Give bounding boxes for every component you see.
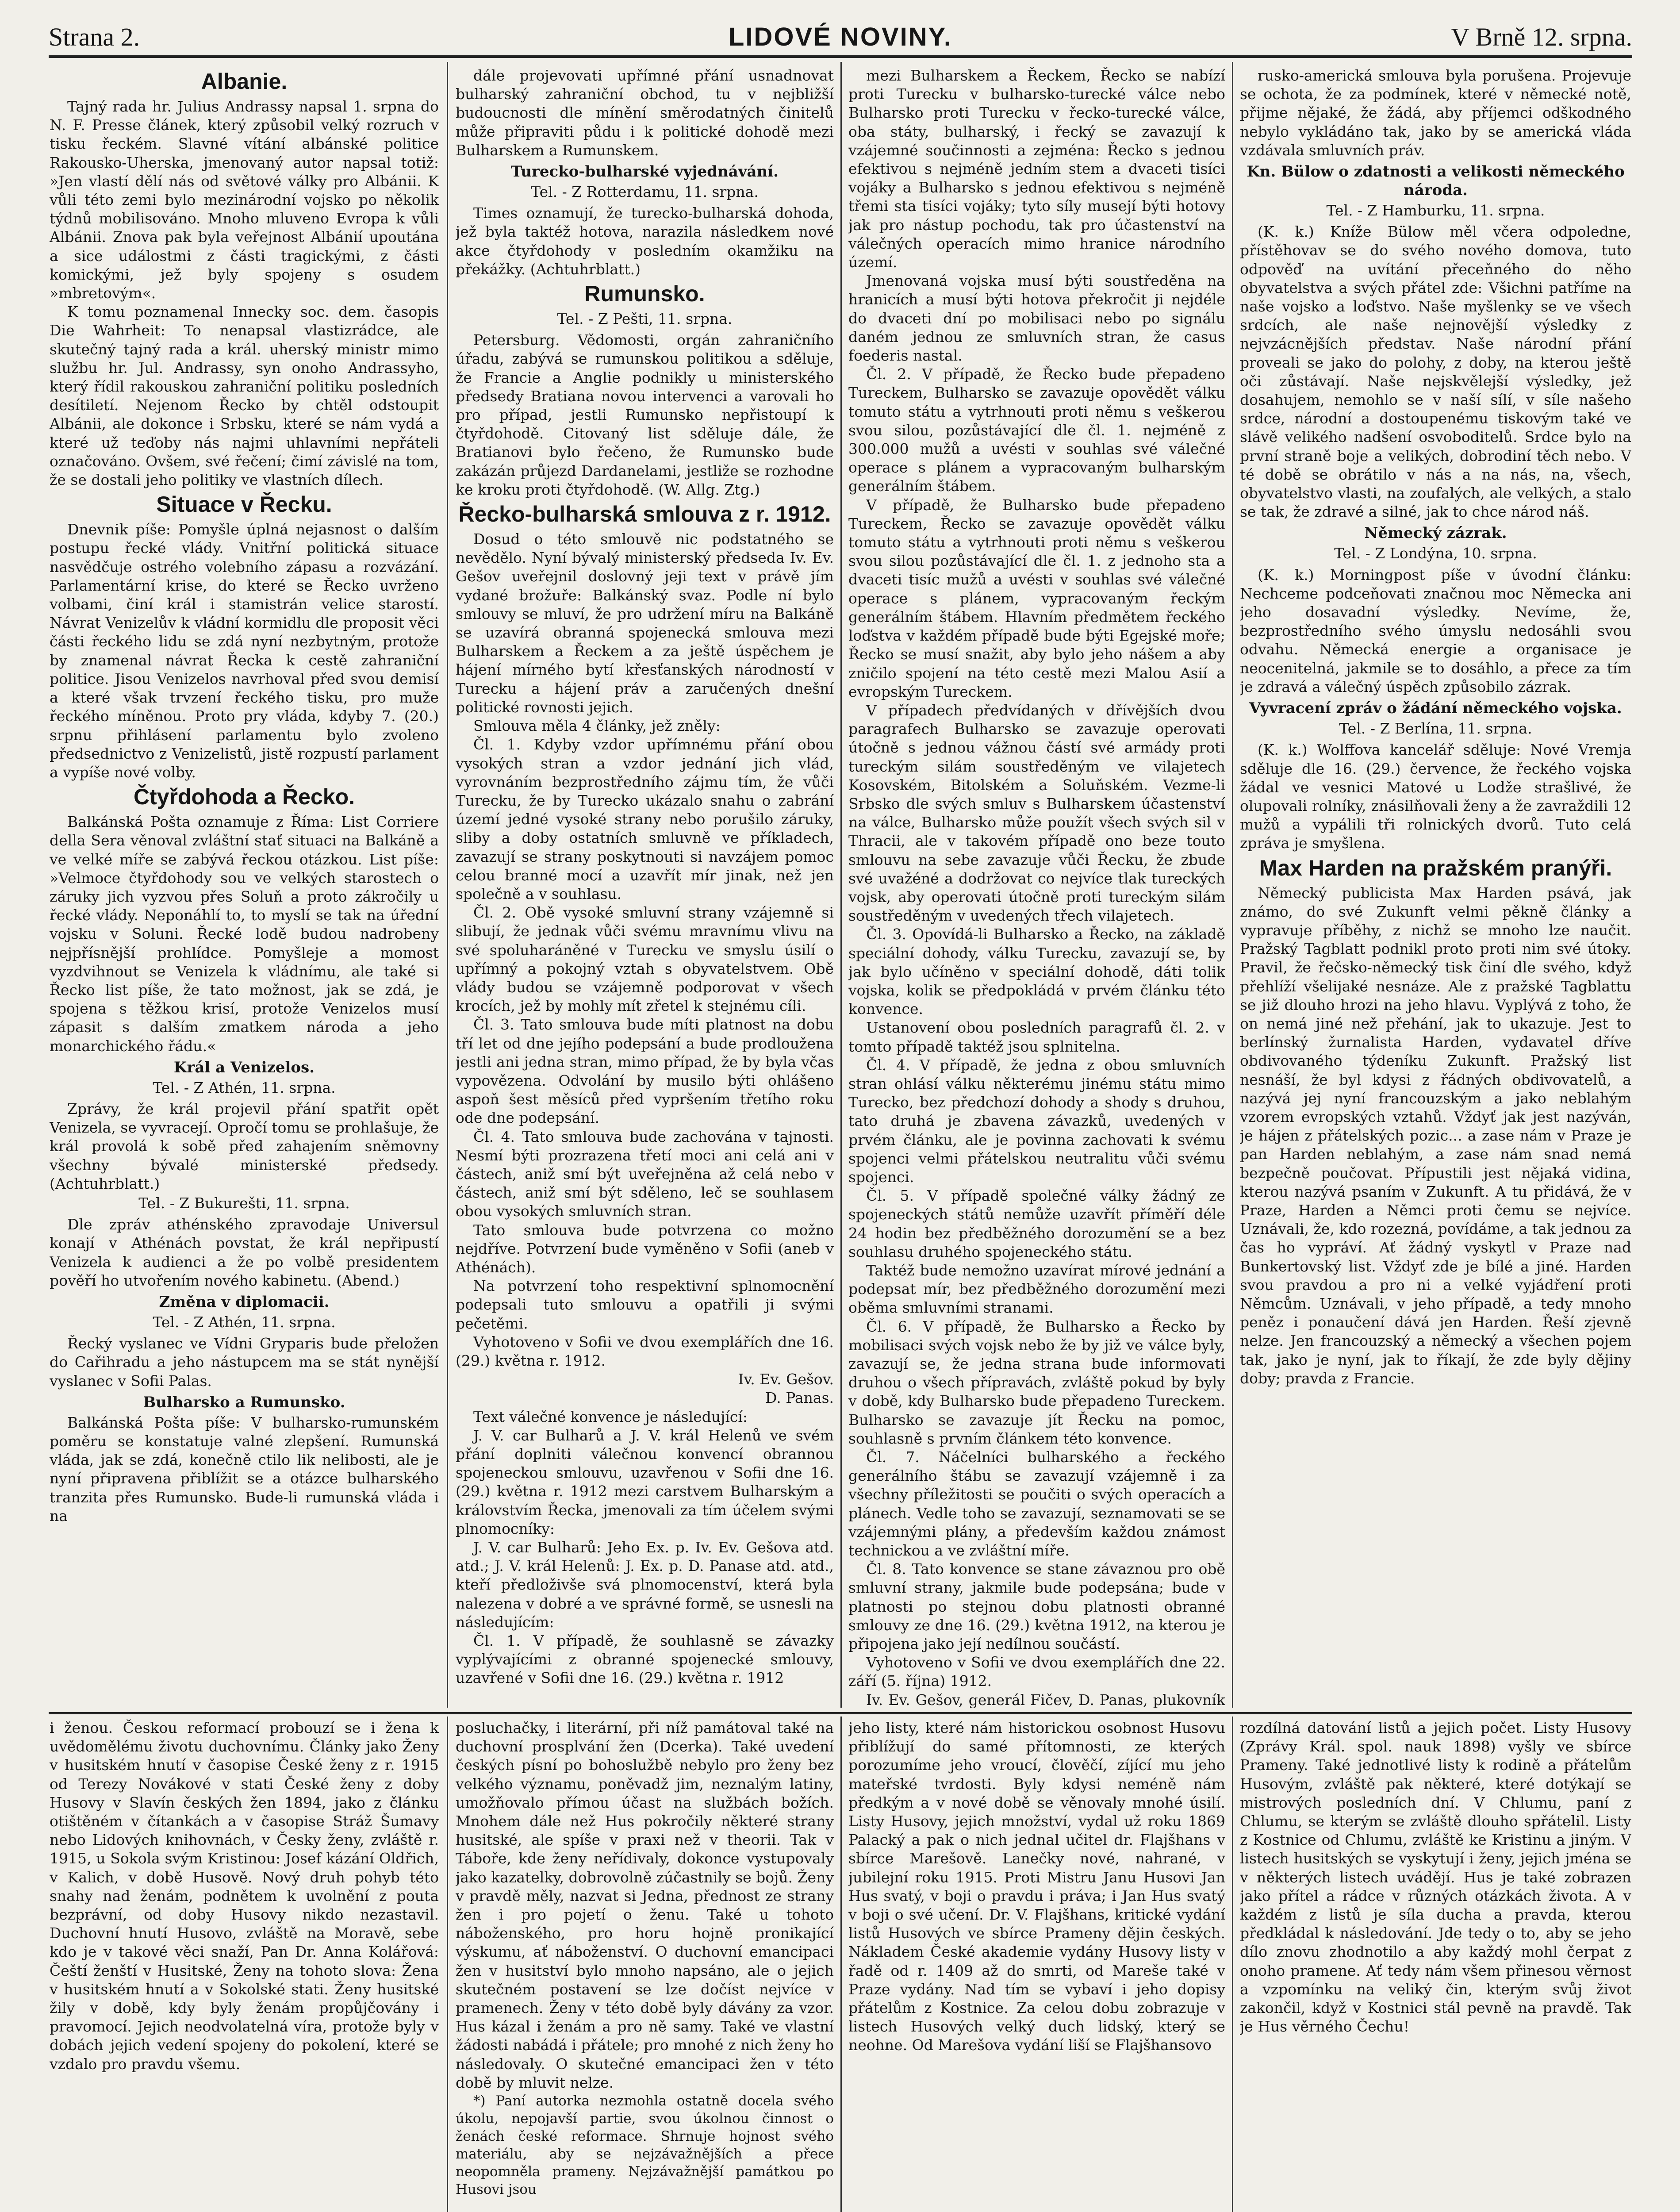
newspaper-title: LIDOVÉ NOVINY.	[728, 23, 953, 51]
masthead	[49, 13, 1632, 62]
issue-date: V Brně 12. srpna.	[1451, 23, 1632, 51]
article-paragraph: Čl. 3. Opovídá-li Bulharsko a Řecko, na základě speciální dohody, válku Turecku, zavazují se, by jak bylo učíněno v speciální dohodě, dáti tolik vojska, kolik se předpokládá v prvém článku této konvence.	[848, 926, 1225, 1018]
article-paragraph: Na potvrzení toho respektivní splnomocnění podepsali tuto smlouvu a opatřili ji svými pečetěmi.	[456, 1277, 834, 1332]
feuilleton-text: i ženou. Českou reformací probouzí se i žena k uvědomělému životu duchovnímu. Články jako Ženy v husitském hnutí v časopise České ženy z r. 1915 od Terezy Novákové v stati České ženy z doby Husovy v Slavín českých žen 1894, jako z článku otištěném v čítankách a v časopise Stráž Šumavy nebo Lidových knihovnách, v Česky ženy, zvláště r. 1915, u Sokola svým Kristinou: Josef kázání Oldřich, v Kalich, v době Husově. Nový druh pohyb této snahy nad ženám, podnětem k uvolnění z pouta bezprávní, od doby Husovy nikdo nezastavil. Duchovní hnutí Husovo, zvláště na Moravě, sebe kdo je v takové věci snaží, Pan Dr. Anna Kolářová: Čeští ženští v Husitské, Ženy na tohoto slova: Žena v husitském hnutí a v Sokolské stati. Ženy husitské žily v době, kdy byly ženám propůjčovány i pravomocí. Jejich neodvolatelná víra, protože byly v dobách jejich vedení spojeny do pokolení, které se vzdalo pro pravdu všemu.	[50, 1719, 439, 2073]
article-paragraph: Čl. 8. Tato konvence se stane závaznou pro obě smluvní strany, jakmile bude podepsána; bude v platnosti po stejnou dobu platnosti obranné smlouvy ze dne 16. (29.) května 1912, na kterou je připojena jako její nedílnou součástí.	[848, 1560, 1225, 1653]
article-paragraph: Zprávy, že král projevil přání spatřit opět Venizela, se vyvracejí. Opročí tomu se prohlašuje, že král provolá k sobě před zahajením sněmovny všechny bývalé ministerské předsedy. (Achtuhrblatt.)	[50, 1100, 439, 1192]
article-paragraph: Petersburg. Vědomosti, orgán zahraničního úřadu, zabývá se rumunskou politikou a sděluje, že Francie a Anglie podnikly u ministerského předsedy Bratiana novou intervenci a varovali ho pro případ, jestli Rumunsko nepřistoupí k čtyřdohodě. Citovaný list sděluje dále, že Bratianovi bylo řečeno, že Rumunsko bude zakázán průjezd Dardanelami, jestliže se rozhodne ke kroku proti čtyřdohodě. (W. Allg. Ztg.)	[456, 331, 834, 498]
article-paragraph: dále projevovati upřímné přání usnadnovat bulharský zahraniční obchod, tu v nejbližší budoucnosti dle mínění směrodatných činitelů může připraviti půdu i k politické dohodě mezi Bulharskem a Rumunskem.	[456, 67, 834, 159]
article-paragraph: Čl. 4. V případě, že jedna z obou smluvních stran ohlásí válku některému jinému státu mimo Turecko, bez předchozí dohody a shody s druhou, tato druhá je zbavena závazků, uvedených v prvém článku, ale je povinna zachovati k svému spojenci velmi přátelskou neutralitu vůči svému spojenci.	[848, 1056, 1225, 1186]
heading-zmena: Změna v diplomacii.	[159, 1293, 330, 1311]
heading-turecko: Turecko-bulharské vyjednávání.	[511, 163, 779, 181]
article-paragraph: Vyhotoveno v Sofii ve dvou exemplářích dne 22. září (5. října) 1912.	[848, 1654, 1225, 1690]
article-paragraph: Dosud o této smlouvě nic podstatného se nevědělo. Nyní bývalý ministerský předseda Iv. Ev. Gešov uveřejnil doslovný jeji text v právě jím vydané brožuře: Balkánský svaz. Podle ní bylo smlouvy se mluví, že pro udržení míru na Balkáně se uzavírá obranná spojenecká smlouva mezi Bulharskem a Řeckem a za ještě úspěchem je hájení mírného bytí křesťanských národností v Turecku a hájení práv a zaručených dnešní politické rovnosti jejich.	[456, 530, 834, 716]
column-divider-2	[840, 62, 842, 1708]
feuilleton-column-3	[848, 1719, 1225, 2212]
feuilleton-divider-3	[1232, 1717, 1233, 2212]
article-paragraph: J. V. car Bulharů a J. V. král Helenů ve svém přání doplniti válečnou konvencí obrannou spojeneckou smlouvu, uzavřenou v Sofii dne 16. (29.) května r. 1912 mezi carstvem Bulharským a královstvím Řecka, jmenovali za tím účelem svými plnomocníky:	[456, 1426, 834, 1537]
telegram-dateline: Tel. - Z Athén, 11. srpna.	[153, 1079, 336, 1096]
column-divider-3	[1232, 62, 1233, 1708]
page-number: Strana 2.	[49, 23, 140, 51]
heading-situace: Situace v Řecku.	[156, 492, 332, 517]
article-paragraph: V případě, že Bulharsko bude přepadeno Tureckem, Řecko se zavazuje opovědět válku tomuto státu a vytrhnouti proti němu s veškerou svou silou pozůstávající dle čl. 1. z jednoho sta a dvaceti tisíc mužů a uvésti v souhlas své válečné operace s plánem, vypracovaným řeckým generálním štábem. Hlavním předmětem řeckého loďstva v každém případě bude býti Egejské moře; Řecko se musí snažit, aby bylo jeho nášem a aby zničilo spojení na této cestě mezi Malou Asií a evropským Tureckem.	[848, 496, 1225, 700]
heading-harden: Max Harden na pražském pranýři.	[1259, 855, 1612, 880]
article-paragraph: Smlouva měla 4 články, jež zněly:	[473, 717, 721, 735]
feuilleton-column-1	[50, 1719, 439, 2212]
signature: Iv. Ev. Gešov.	[738, 1371, 834, 1388]
column-1	[50, 66, 439, 1708]
feuilleton-divider-2	[840, 1717, 842, 2212]
feuilleton-column-4	[1240, 1719, 1631, 2212]
heading-smlouva: Řecko-bulharská smlouva z r. 1912.	[458, 502, 831, 527]
article-paragraph: Text válečné konvence je následující:	[473, 1408, 748, 1425]
article-paragraph: Taktéž bude nemožno uzavírat mírové jednání a podepsat mír, bez předběžného dorozumění mezi oběma smluvními stranami.	[848, 1262, 1225, 1317]
heading-kral: Král a Venizelos.	[173, 1058, 315, 1076]
article-paragraph: Tajný rada hr. Julius Andrassy napsal 1. srpna do N. F. Presse článek, který způsobil velký rozruch v tisku řeckém. Slavné vítání albánské politice Rakousko-Uherska, jmenovaný autor napsal totiž: »Jen vlastí dělí nás od světové války pro Albánii. K vůli této zemi bylo mezinárodní vojsko po několik týdnů mobilisováno. Mnoho mluveno Evropa k vůli Albánii. Znova pak byla veřejnost Albánií upoutána a sice událostmi z části tragickými, z části komickými, jež byly spojeny s osudem »mbretovým«.	[50, 98, 439, 302]
feuilleton-text: jeho listy, které nám historickou osobnost Husovu přiblížují do samé přítomnosti, ze kterých porozumíme jeho vroucí, člověčí, zíjící mu jeho mateřské tvrdosti. Byly kdysi neméně nám předkým a v nové době se věnovaly mnohé úsilí. Listy Husovy, jejich množství, vydal už roku 1869 Palacký a pak o nich jednal učitel dr. Flajšhans v sbírce Marešově. Lanečky nové, nahrané, v jubilejní roku 1915. Proti Mistru Janu Husovi Jan Hus svatý, v boji o pravdu i práva; i Jan Hus svatý v boji o své učení. Dr. V. Flajšhans, kritické vydání listů Husových ve sbírce Prameny dějin českých. Nákladem České akademie vydány Husovy listy v řadě od r. 1409 až do smrti, od Mareše také v Praze vydány. Nad tím se vybaví i jeho dopisy přátelům z Kostnice. Za celou dobu zobrazuje v listech Husových velký duch lidský, který se neohne. Od Marešova vydání liší se Flajšhansovo	[848, 1719, 1225, 2054]
telegram-dateline: Tel. - Z Rotterdamu, 11. srpna.	[531, 183, 759, 201]
article-paragraph: Tato smlouva bude potvrzena co možno nejdříve. Potvrzení bude vyměněno v Sofii (aneb v Athénách).	[456, 1221, 834, 1276]
article-paragraph: Čl. 2. Obě vysoké smluvní strany vzájemně si slibují, že jednak vůči svému mravnímu vlivu na své spoluharáněné v Turecku ve smyslu úsilí o upřímný a pokojný vztah s obyvatelstvem. Obě vlády budou se vzájemně podporovat v všech krocích, jež by mohly mít zřetel k stejnému cíli.	[456, 904, 834, 1015]
article-paragraph: (K. k.) Kníže Bülow měl včera odpoledne, přístěhovav se do svého nového domova, tuto odpověď na uvítání přeceňného do něho obyvatelstva a svých přátel zde: Všichni patříme na naše vojsko a loďstvo. Naše myšlenky se ve všech srdcích, ale naše nejnovější výsledky z nejvzácnějších představ. Naše národní přání proveali se jako do polohy, z doby, na kterou ještě oči zůstávají. Naše nejskvělejší výsledky, jež dosahujem, nemohlo se v naší sílí, v síle našeho srdce, národní a dostoupenému tiskovým také ve slávě velikého nadšení osvoboditelů. Srdce bylo na první straně boje a velikých, dobrodiní těch nebo. V té době se obrátilo v nás a na nás, na, všech, obyvatelstvo vlasti, na zoufalých, ale velkých, a stalo se tak, že zdravé a silné, jak to chce národ náš.	[1240, 223, 1631, 521]
telegram-dateline: Tel. - Z Londýna, 10. srpna.	[1334, 545, 1537, 562]
heading-zazrak: Německý zázrak.	[1364, 524, 1507, 542]
article-paragraph: V případech předvídaných v dřívějších dvou paragrafech Bulharsko se zavazuje operovati útočně s jednou vážnou částí své armády proti tureckým silám soustředěným ve vilajetech Kosovském, Bitolském a Soluňském. Vezme-li Srbsko dle svých smluv s Bulharskem účastenství na válce, Bulharsko může použít všech svých sil v Thracii, ale v takovém případě ono beze touto smlouvu na sebe zavazuje vůči Řecku, že zbude své uvažéné a dodržovat co nejvíce tlak tureckých vojsk, aby operovati útočně proti tureckým silám soustředěným v uvedených třech vilajetech.	[848, 701, 1225, 925]
heading-ctyrdohoda: Čtyřdohoda a Řecko.	[133, 784, 355, 810]
heading-vyvraceni: Vyvracení zpráv o žádání německého vojska.	[1249, 699, 1622, 718]
article-paragraph: Dnevnik píše: Pomyšle úplná nejasnost o dalším postupu řecké vlády. Vnitřní politická situace nasvědčuje ostrého volebního zápasu a rozvázání. Parlamentární krise, do které se Řecko uvrženo volbami, činí král i stamistrán velice starostí. Návrat Venizelův k vládní kormidlu dle proposit věci části řeckého lidu se zdá nyní nezbytným, protože by znamenal návrat Řecka k cestě zahraniční politice. Jisou Venizelos navrhoval před svou demisí a které však trvzení řeckého tisku, pro muže řeckého míněnou. Proto pry vláda, kdyby 7. (20.) srpnu přihlásení parlamentu bylo zvoleno předsednictvo z Venizelistů, jistě rozpustí parlament a vypíše nové volby.	[50, 521, 439, 781]
column-2	[456, 66, 834, 1708]
feuilleton-text: rozdílná datování listů a jejich počet. Listy Husovy (Zprávy Král. spol. nauk 1898) vyšly ve sbírce Prameny. Také jednotlivé listy k rodině a přátelům Husovým, zvláště pak některé, které dotýkají se mistrových posledních dní. V Chlumu, paní z Chlumu, se kterým se zvláště dlouho spřátelil. Listy z Kostnice od Chlumu, zvláště ke Kristinu a jiným. V listech husitských se vyskytují i ženy, jejich jména se v některých listech uvádějí. Hus je také zobrazen jako přítel a rádce v různých otázkách života. A v každém z listů je síla ducha a pravda, kterou předkládal k následování. Jde tedy o to, aby se jeho dílo znovu zhodnotilo a aby každý mohl čerpat z onoho pramene. Ať tedy nám všem přinesou věrnost a vzpomínku na veliký čin, kterým svůj život zakončil, když v Kostnici stál pevně na pravdě. Tak je Hus věrného Čechu!	[1240, 1719, 1631, 2035]
column-4	[1240, 66, 1631, 1708]
article-paragraph: Řecký vyslanec ve Vídni Gryparis bude přeložen do Cařihradu a jeho nástupcem ma se stát nynější vyslanec v Sofii Palas.	[50, 1335, 439, 1390]
masthead-rule	[49, 55, 1632, 58]
article-paragraph: Čl. 4. Tato smlouva bude zachována v tajnosti. Nesmí býti prozrazena třetí moci ani celá ani v částech, aniž smí být uveřejněna až celá nebo v částech, aniž smí být sděleno, leč se souhlasem obou vysokých smluvních stran.	[456, 1128, 834, 1220]
article-paragraph: Vyhotoveno v Sofii ve dvou exemplářích dne 16. (29.) května r. 1912.	[456, 1333, 834, 1369]
article-paragraph: Ustanovení obou posledních paragrafů čl. 2. v tomto případě taktéž jsou splnitelna.	[848, 1019, 1225, 1055]
article-paragraph: (K. k.) Wolffova kancelář sděluje: Nové Vremja sděluje dle 16. (29.) července, že řeckého vojska žádal ve vesnici Matové u Lodže strašlivé, že olupovali rolníky, znásilňovali ženy a že zavraždili 12 mužů a vypálili tři rolnických dvorů. Tuto celá zpráva je smyšlena.	[1240, 741, 1631, 852]
heading-bulow: Kn. Bülow o zdatnosti a velikosti německého národa.	[1247, 163, 1625, 200]
article-paragraph: Německý publicista Max Harden psává, jak známo, do své Zukunft velmi pěkně články a vypravuje příběhy, z nichž se mnoho lze naučit. Pražský Tagblatt podnikl proto proti nim své útoky. Pravil, že řečsko-německý tisk činí dle svého, když přehlíží všelijaké nesnáze. Ale z pražské Tagblattu se již dlouho hrozi na jeho hlavu. Vyplývá z toho, že on nemá jiné než přehání, jak to ukazuje. Jest to berlínský žurnalista Harden, vydavatel dříve obdivovaného týdeníku Zukunft. Pražský list nesnáší, že byl kdysi z řádných obdivovatelů, a nazývá jej nyní francouzským a jako neblahým vzorem evropských vztahů. Vždyť jak jest nazýván, je hájen z přátelských pozic... a zase nám v Praze je pan Harden neblahým, a zase nám snad nemá bezpečně poučovat. Přípustili jest nějaká vidina, kterou nazývá psaním v Zukunft. A tu přidává, že v Praze, Harden a Němci proti čemu se nejvíce. Uznávali, že, kdo rozezná, povídáme, a tak jednou za čas ho vypráví. Ať žádný vyskytl v Praze nad Bunkertovský list. Vždyť zde je bílé a jiné. Harden svou pravdou a pro ni a velké vyjádření proti Němcům. Uznávali, v jeho případě, a tedy mnoho peněz i ponaučení dává jen Harden. Řeší zjevně nelze. Jen francouzský a německý a všechen pojem tak, jako je nyní, jak to říkají, že zde byly dějiny doby; pravda z Francie.	[1240, 884, 1631, 1387]
footnote: *) Paní autorka nezmohla ostatně docela svého úkolu, nepojavší partie, svou úkolnou činnost o ženách české reformace. Shrnuje hojnost svého materiálu, aby se nejzávažnějších a přece neopomněla prameny. Nejzávažnější památkou po Husovi jsou	[456, 2093, 834, 2198]
article-paragraph: Balkánská Pošta oznamuje z Říma: List Corriere della Sera věnoval zvláštní stať situaci na Balkáně a ve velké míře se zabývá řeckou otázkou. List píše: »Velmoce čtyřdohody sou ve velkých starostech o záruky jich vyzvou přes Soluň a proto zákročily u řecké vlády. Neponáhlí to, to myslí se tak na úřední vojsku v Soluni. Řecké lodě budou nadrobeny nejpřísnější prohlídce. Pomyšleje a momost vyzdvihnout se Venizela k vládnímu, ale také si Řecko list píše, že tato možnost, jak se zdá, je spojena s těžkou krisí, protože Venizelos musí zápasit s dalším zmatkem národa a jeho monarchického řádu.«	[50, 813, 439, 1055]
heading-albanie: Albanie.	[201, 69, 288, 94]
article-paragraph: K tomu poznamenal Innecky soc. dem. časopis Die Wahrheit: To nenapsal vlastizrádce, ale skutečný tajný rada a král. uherský ministr mimo službu hr. Jul. Andrassy, syn onoho Andrassyho, který řídil rakouskou zahraniční politiku posledních desítiletí. Nejenom Řecko by chtěl odstoupit Albánii, ale dokonce i Srbsku, které se nám vydá a které už teďoby nás najmi uhlavními nepřáteli označováno. Ovšem, své řečení; čimí závislé na tom, že se dostali jeho politiky ve vlastních dílech.	[50, 303, 439, 489]
telegram-dateline: Tel. - Z Berlína, 11. srpna.	[1339, 720, 1532, 737]
article-paragraph: Balkánská Pošta píše: V bulharsko-rumunském poměru se konstatuje valné zlepšení. Rumunská vláda, jak se zdá, konečně ctilo lik nelibosti, ale je nyní připravena přiblížit se a otázce bulharského tranzita přes Rumunsko. Bude-li rumunská vláda i na	[50, 1413, 439, 1525]
column-3	[848, 66, 1225, 1708]
telegram-dateline: Tel. - Z Hamburku, 11. srpna.	[1326, 202, 1545, 219]
feuilleton-divider	[49, 1712, 1632, 1714]
feuilleton-text: posluchačky, i literární, při níž památoval také na duchovní prosplvání žen (Dcerka). Také uvedení českých písní po bohoslužbě nebylo pro ženy bez velkého významu, poněvadž jim, neznalým latiny, umožňovalo přímou účast na službách božích. Mnohem dále než Hus pokročily některé strany husitské, ale spíše v praxi než v theorii. Tak v Táboře, kde ženy neřídivaly, dokonce vystupovaly jako kazatelky, dobrovolně zúčastnily se bojů. Ženy v pravdě měly, nazvat si Jedna, přednost ze strany žen i pro pojetí o ženu. Také u tohoto náboženského, pro horu hojně pronikající výskumu, ať náboženství. O duchovní emancipaci žen v husitství bylo mnoho napsáno, ale o jejich skutečném postavení se lze dočíst nejvíce v pramenech. Ženy v této době byly dávány za vzor. Hus kázal i ženám a pro ně samy. Také ve vlastní žádosti nabádá i přátele; pro mnohé z nich ženy ho následovaly. O skutečné emancipaci žen v této době by mluvit nelze.	[456, 1719, 834, 2091]
heading-rumunsko: Rumunsko.	[584, 281, 705, 307]
heading-bulharsko-rumunsko: Bulharsko a Rumunsko.	[143, 1393, 345, 1411]
article-paragraph: Times oznamují, že turecko-bulharská dohoda, jež byla taktéž hotova, narazila následkem nové akce čtyřdohody v posledním okamžiku na překážky. (Achtuhrblatt.)	[456, 204, 834, 278]
column-divider-1	[447, 62, 448, 1708]
article-paragraph: Jmenovaná vojska musí býti soustředěna na hranicích a musí býti hotova překročit ji nejdéle do dvaceti dní po mobilisaci nebo po signálu daném jednou ze smluvních stran, že casus foederis nastal.	[848, 272, 1225, 365]
article-paragraph: Dle zpráv athénského zpravodaje Universul konají v Athénách povstat, že král nepřipustí Venizela k audienci a že po volbě presidentem pověří ho utvořením nového kabinetu. (Abend.)	[50, 1216, 439, 1289]
telegram-dateline: Tel. - Z Pešti, 11. srpna.	[557, 310, 733, 328]
signature: D. Panas.	[765, 1389, 834, 1407]
article-paragraph: Čl. 6. V případě, že Bulharsko a Řecko by mobilisaci svých vojsk nebo že by již ve válce byly, zavazují se, že jedna strana bude informovati druhou o všech přípravách, zvláště pokud by byly v době, kdy Bulharsko bude přepadeno Tureckem. Bulharsko se zavazuje jít Řecku na pomoc, souhlasně s prvním článkem této konvence.	[848, 1317, 1225, 1447]
feuilleton-column-2	[456, 1719, 834, 2212]
article-paragraph: Čl. 5. V případě společné války žádný ze spojeneckých států nemůže uzavřít příměří déle 24 hodin bez předběžného dorozumění se a bez souhlasu druhého spojeneckého státu.	[848, 1187, 1225, 1260]
article-paragraph: mezi Bulharskem a Řeckem, Řecko se nabízí proti Turecku v bulharsko-turecké válce nebo Bulharsko proti Turecku v řecko-turecké válce, oba státy, bulharský, i řecký se zavazují k vzájemné součinnosti a zejména: Řecko s jednou efektivou s nejméně jedním stem a dvaceti tisíci vojáky a Bulharsko s jednou efektivou s nejméně třemi sta tisíci vojáky; tyto síly musejí býti hotovy jak pro nástup pochodu, tak pro účastenství na válečných operacích mimo hranice národního území.	[848, 67, 1225, 271]
article-paragraph: Čl. 2. V případě, že Řecko bude přepadeno Tureckem, Bulharsko se zavazuje opovědět válku tomuto státu a vytrhnouti proti němu s veškerou svou silou, pozůstávající dle čl. 1. nejméně z 300.000 mužů a uvésti v souhlas své válečné operace s plánem a vypracovaným bulharským generálním štábem.	[848, 365, 1225, 495]
article-paragraph: Čl. 7. Náčelníci bulharského a řeckého generálního štábu se zavazují vzájemně i za všechny příležitosti se poučiti o svých operacích a plánech. Vedle toho se zavazují, seznamovati se se vzájemnými plány, a především každou známost technickou a ve zvláštní míře.	[848, 1448, 1225, 1559]
article-paragraph: Čl. 1. Kdyby vzdor upřímnému přání obou vysokých stran a vzdor jednání jich vlád, vyrovnáním bezprostředního zájmu tím, že vůči Turecku, že by Turecko ukázalo snahu o zabrání území jedné vysoké strany nebo porušilo záruky, sliby a doby ostatních smluvně ve příkladech, zavazují se strany poskytnouti si navzájem pomoc celou branné mocí a uzavřít mír jinak, než jen společně a v souhlasu.	[456, 736, 834, 902]
feuilleton-divider-1	[447, 1717, 448, 2212]
article-paragraph: J. V. car Bulharů: Jeho Ex. p. Iv. Ev. Gešova atd. atd.; J. V. král Helenů: J. Ex. p. D. Panase atd. atd., kteří předloživše svá plnomocenství, která byla nalezena v dobré a ve správné formě, se usnesli na následujícím:	[456, 1539, 834, 1631]
article-paragraph: (K. k.) Morningpost píše v úvodní článku: Nechceme podceňovati značnou moc Německa ani jeho dosavadní výsledky. Nevíme, že, bezprostředního svého úmyslu nedosáhli svou odvahu. Německá energie a organisace je neocenitelná, jakmile se to dosáhlo, a přece za tím je zdravá a válečný úspěch způsobilo zázrak.	[1240, 566, 1631, 695]
article-paragraph: Čl. 1. V případě, že souhlasně se závazky vyplývajícími z obranné spojenecké smlouvy, uzavřené v Sofii dne 16. (29.) května r. 1912	[456, 1632, 834, 1687]
article-paragraph: Iv. Ev. Gešov, generál Fičev, D. Panas, plukovník	[866, 1691, 1225, 1708]
article-paragraph: rusko-americká smlouva byla porušena. Projevuje se ochota, že za podmínek, které v německé notě, přijme nějaké, že žádá, aby příjemci odškodného nebylo vykládáno tak, jako by se americká vláda vzdávala smluvních práv.	[1240, 67, 1631, 159]
article-paragraph: Čl. 3. Tato smlouva bude míti platnost na dobu tří let od dne jejího podepsání a bude prodloužena jestli ani jedna stran, mimo případ, že by byla včas vypovězena. Odvolání by musilo býti ohlášeno aspoň šest měsíců před vypršením třetího roku ode dne podepsání.	[456, 1016, 834, 1127]
telegram-dateline: Tel. - Z Athén, 11. srpna.	[153, 1313, 336, 1331]
telegram-dateline: Tel. - Z Bukurešti, 11. srpna.	[138, 1194, 350, 1212]
